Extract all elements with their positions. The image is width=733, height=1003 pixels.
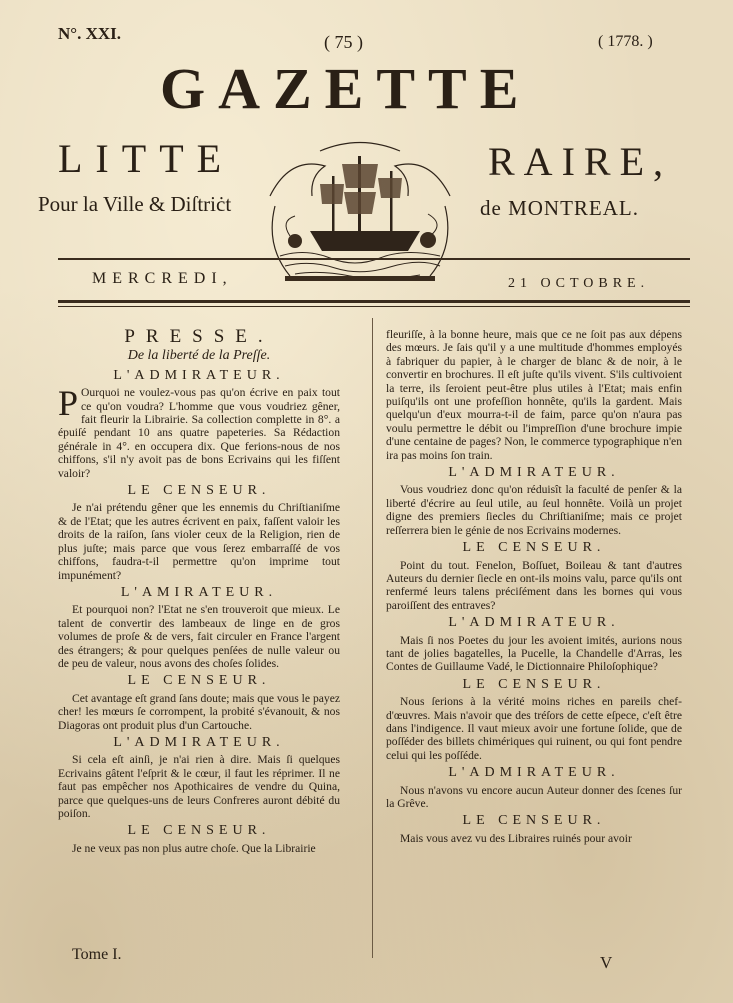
dialogue-paragraph: Vous voudriez donc qu'on réduisît la faculté de penſer & la liberté d'écrire au ſeul utile, au ſeul honnête. Voilà un projet digne des premiers ſiecles du Chriſtianiſme; mais ce projet reſſerrera bien le génie de nos Ecrivains modernes. <box>386 483 682 537</box>
dialogue-paragraph: Si cela eſt ainſi, je n'ai rien à dire. Mais ſi quelques Ecrivains gâtent l'eſprit & le cœur, il faut les réprimer. Il ne faut pas empêcher nos Apothicaires de vendre du Quina, parce que quelques-uns de leurs Confreres auront débité du poiſon. <box>58 753 340 820</box>
issue-number: N°. XXI. <box>58 24 121 43</box>
speaker-heading: LE CENSEUR. <box>462 813 606 829</box>
dialogue-paragraph: Je n'ai prétendu gêner que les ennemis du Chriſtianiſme & de l'Etat; que les autres écrivent en paix, faſſent valoir les droits de la raiſon, ſans violer ceux de la Religion, rien de plus juſte; mais parce que vous ſerez embarraſſé de vos chiffons, faudra-t-il permettre qu'on imprime tout impunément? <box>58 501 340 582</box>
masthead-title-right: RAIRE, <box>488 139 672 184</box>
signature-footer: V <box>600 953 613 972</box>
page-number: ( 75 ) <box>324 32 363 52</box>
speaker-heading: L'ADMIRATEUR. <box>448 465 620 481</box>
dialogue-paragraph: Et pourquoi non? l'Etat ne s'en trouveroit que mieux. Le talent de convertir des lambeaux de linge en de gros volumes de proſe & de vers, fait circuler en France l'argent des étrangers; & pour quelques penſées de nulle valeur ou de peu de valeur, nous avons des choſes ſolides. <box>58 603 340 670</box>
dialogue-paragraph: Je ne veux pas non plus autre choſe. Que la Librairie <box>72 841 316 855</box>
masthead-subtitle-right: de MONTREAL. <box>480 196 639 220</box>
drop-cap-letter: P <box>58 383 79 424</box>
section-title: PRESSE. <box>124 326 274 347</box>
dialogue-paragraph: Point du tout. Fenelon, Boſſuet, Boileau & tant d'autres Auteurs du dernier ſiecle en ont-ils moins valu, parce qu'ils ont renfermé leurs talens préciſément dans les bornes qui vous paroiſſent des entraves? <box>386 558 682 612</box>
column-right <box>386 328 682 847</box>
masthead-title: GAZETTE <box>160 56 532 121</box>
dialogue-paragraph: Cet avantage eſt grand ſans doute; mais que vous le payez cher! les mœurs ſe corrompent, la probité s'évanouit, & nos Diagoras ont produit plus d'un Cartouche. <box>58 691 340 732</box>
speaker-heading: LE CENSEUR. <box>127 483 271 499</box>
dialogue-paragraph: fleuriſſe, à la bonne heure, mais que ce ne ſoit pas aux dépens des mœurs. Je ſais qu'il y a une multitude d'hommes employés à fabriquer du papier, à le charger de blanc & de noir, à le convertir en brochures. Il eſt juſte qu'ils vivent. S'ils cultivoient la terre, ils ſeroient peut-être plus utiles à l'Etat; mais enfin puiſqu'ils ont une profeſſion honnête, qu'ils la gardent. Mais quelqu'un d'eux mourra-t-il de faim, parce qu'on n'aura pas voulu permettre le débit ou l'impreſſion d'une brochure impie d'une centaine de pages? Non, le commerce typographique n'en ira pas moins ſon train. <box>386 328 682 462</box>
dialogue-paragraph: Mais vous avez vu des Libraires ruinés pour avoir <box>400 831 632 845</box>
column-left <box>58 328 340 857</box>
issue-year: ( 1778. ) <box>598 33 653 50</box>
speaker-heading: LE CENSEUR. <box>127 673 271 689</box>
masthead-subtitle-left: Pour la Ville & Diſtriċt <box>38 192 232 216</box>
speaker-heading: LE CENSEUR. <box>462 540 606 556</box>
section-subtitle: De la liberté de la Preſſe. <box>127 348 271 364</box>
masthead-rule-bottom-thin <box>58 306 690 307</box>
issue-day: MERCREDI, <box>92 270 233 287</box>
masthead-title-left: LITTE <box>58 136 235 181</box>
speaker-heading: L'AMIRATEUR. <box>120 584 278 600</box>
masthead-rule-top <box>58 258 690 260</box>
dialogue-paragraph: P Ourquoi ne voulez-vous pas qu'on écrive en paix tout ce qu'on voudra? L'homme que vous voudriez gêner, fait fleurir la Librairie. Sa collection complette in 8°. a épuiſé pendant 10 ans quatre papeteries. Sa Rédaction générale in 4°. en occupera dix. Que ferions-nous de nos chiffons, s'il n'y avoit pas de bons Ecrivains qui les fiſſent valoir? <box>58 383 340 480</box>
speaker-heading: L'ADMIRATEUR. <box>448 615 620 631</box>
dialogue-paragraph: Mais ſi nos Poetes du jour les avoient imités, aurions nous tant de jolies bagatelles, la Pucelle, la Chandelle d'Arras, les Contes de Guillaume Vadé, le Dictionnaire Philoſophique? <box>386 633 682 674</box>
column-divider <box>372 318 373 958</box>
speaker-heading: L'ADMIRATEUR. <box>113 367 285 383</box>
issue-date: 21 OCTOBRE. <box>508 276 650 291</box>
speaker-heading: L'ADMIRATEUR. <box>113 734 285 750</box>
speaker-heading: LE CENSEUR. <box>127 823 271 839</box>
dialogue-paragraph: Nous n'avons vu encore aucun Auteur donner des ſcenes ſur la Grêve. <box>386 783 682 810</box>
volume-footer: Tome I. <box>72 946 122 963</box>
dialogue-paragraph: Nous ſerions à la vérité moins riches en pareils chef-d'œuvres. Mais n'avoir que des tréſors de cette eſpece, c'eſt être dans l'indigence. Il vaut mieux avoir une fortune ſolide, que de poſſéder des billets chimériques qui ruinent, ou qui font pendre celui qui les poſſéde. <box>386 695 682 762</box>
speaker-heading: L'ADMIRATEUR. <box>448 765 620 781</box>
speaker-heading: LE CENSEUR. <box>462 676 606 692</box>
masthead-rule-bottom <box>58 300 690 303</box>
ship-emblem-illustration <box>250 136 470 291</box>
